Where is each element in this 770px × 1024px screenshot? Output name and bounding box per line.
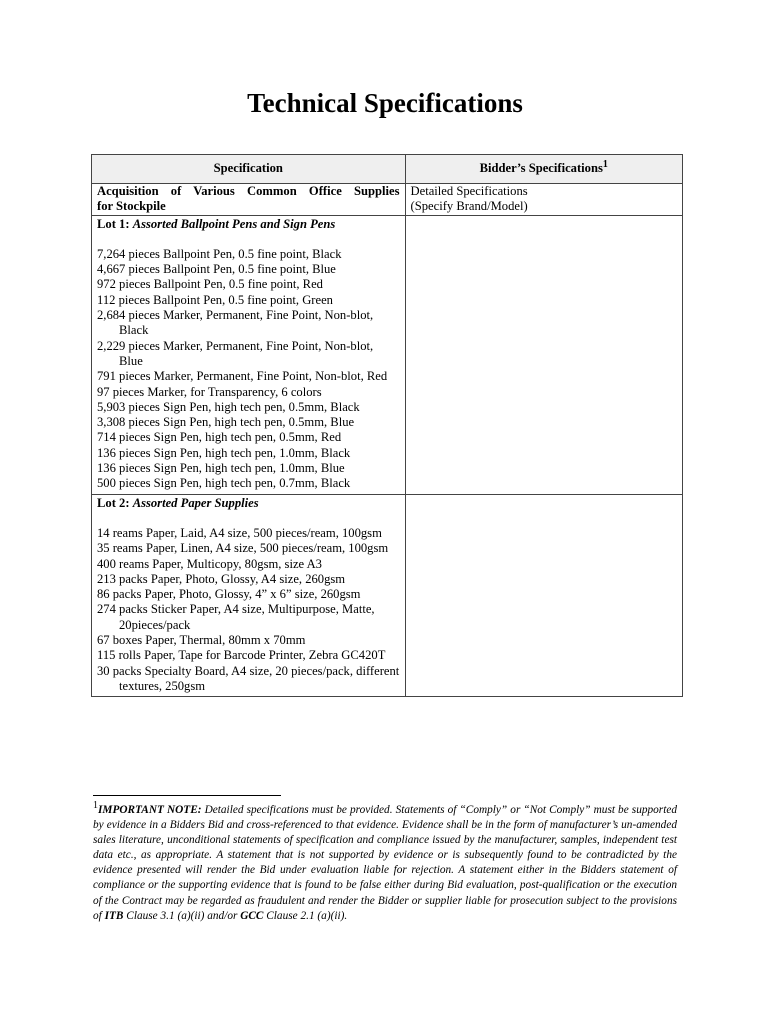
lot-2-label: Lot 2: bbox=[97, 495, 130, 510]
footnote bbox=[93, 800, 677, 924]
detailed-line-1: Detailed Specifications bbox=[410, 184, 528, 198]
list-item: 3,308 pieces Sign Pen, high tech pen, 0.5mm, Blue bbox=[97, 415, 355, 430]
lot-1-cell bbox=[92, 215, 406, 494]
lot-2-bidder-cell bbox=[405, 494, 682, 697]
list-item: 400 reams Paper, Multicopy, 80gsm, size A3 bbox=[97, 556, 322, 571]
footnote-body: Detailed specifications must be provided. Statements of “Comply” or “Not Comply” must be supported by evidence in a Bidders Bid and cross-referenced to that evidence. Evidence shall be in the form of manufacturer’s un-amended sales literature, unconditional statements of specification and compliance issued by the manufacturer, samples, independent test data etc., as appropriate. A statement that is not supported by evidence or is subsequently found to be contradicted by the evidence presented will render the Bid under evaluation liable for rejection. A statement either in the Bidders statement of compliance or the supporting evidence that is found to be false either during Bid evaluation, post-qualification or the execution of the Contract may be regarded as fraudulent and render the Bidder or supplier liable for prosecution subject to the provisions of bbox=[93, 804, 677, 922]
list-item: 136 pieces Sign Pen, high tech pen, 1.0mm, Black bbox=[97, 445, 351, 460]
lot-1-title bbox=[97, 216, 400, 232]
footnote-mid: Clause 3.1 (a)(ii) and/or bbox=[123, 909, 241, 922]
detailed-line-2: (Specify Brand/Model) bbox=[410, 199, 528, 214]
footnote-lead: IMPORTANT NOTE: bbox=[98, 804, 202, 816]
lot-1-label: Lot 1: bbox=[97, 216, 130, 231]
list-item: 67 boxes Paper, Thermal, 80mm x 70mm bbox=[97, 633, 306, 648]
list-item: 30 packs Specialty Board, A4 size, 20 pieces/pack, different textures, 250gsm bbox=[97, 663, 400, 693]
list-item: 86 packs Paper, Photo, Glossy, 4” x 6” size, 260gsm bbox=[97, 587, 361, 602]
footnote-gcc: GCC bbox=[240, 909, 264, 922]
header-specification: Specification bbox=[92, 155, 406, 184]
acquisition-cell bbox=[92, 184, 406, 216]
lot-2-items bbox=[97, 526, 400, 694]
list-item: 2,684 pieces Marker, Permanent, Fine Point, Non-blot, Black bbox=[97, 308, 374, 338]
table-header-row bbox=[92, 155, 683, 184]
page-title: Technical Specifications bbox=[247, 88, 523, 118]
lot-1-name: Assorted Ballpoint Pens and Sign Pens bbox=[132, 216, 336, 231]
lot-1-bidder-cell bbox=[405, 215, 682, 494]
footnote-end: Clause 2.1 (a)(ii). bbox=[263, 909, 348, 922]
lot-1-row bbox=[92, 215, 683, 494]
list-item: 35 reams Paper, Linen, A4 size, 500 pieces/ream, 100gsm bbox=[97, 541, 389, 556]
list-item: 2,229 pieces Marker, Permanent, Fine Point, Non-blot, Blue bbox=[97, 338, 374, 368]
lot-2-title bbox=[97, 495, 400, 511]
list-item: 213 packs Paper, Photo, Glossy, A4 size, 260gsm bbox=[97, 571, 346, 586]
list-item: 274 packs Sticker Paper, A4 size, Multipurpose, Matte, 20pieces/pack bbox=[97, 602, 375, 632]
acquisition-row bbox=[92, 184, 683, 216]
acquisition-line-1: Acquisition of Various Common Office Supplies bbox=[97, 184, 400, 198]
list-item: 714 pieces Sign Pen, high tech pen, 0.5mm, Red bbox=[97, 430, 342, 445]
lot-2-cell bbox=[92, 494, 406, 697]
header-bidder-label: Bidder’s Specifications bbox=[479, 161, 603, 176]
footnote-itb: ITB bbox=[104, 909, 124, 922]
footnote-reference: 1 bbox=[602, 159, 608, 171]
list-item: 4,667 pieces Ballpoint Pen, 0.5 fine point, Blue bbox=[97, 262, 336, 277]
list-item: 5,903 pieces Sign Pen, high tech pen, 0.5mm, Black bbox=[97, 399, 360, 414]
list-item: 500 pieces Sign Pen, high tech pen, 0.7mm, Black bbox=[97, 476, 351, 491]
list-item: 136 pieces Sign Pen, high tech pen, 1.0mm, Blue bbox=[97, 461, 345, 476]
detailed-specifications-cell bbox=[405, 184, 682, 216]
specifications-table bbox=[91, 154, 683, 697]
list-item: 112 pieces Ballpoint Pen, 0.5 fine point, Green bbox=[97, 292, 333, 307]
footnote-number: 1 bbox=[93, 800, 98, 812]
header-bidder-specifications bbox=[405, 155, 682, 184]
list-item: 115 rolls Paper, Tape for Barcode Printer, Zebra GC420T bbox=[97, 648, 386, 663]
lot-2-row bbox=[92, 494, 683, 697]
list-item: 97 pieces Marker, for Transparency, 6 colors bbox=[97, 384, 322, 399]
list-item: 14 reams Paper, Laid, A4 size, 500 pieces/ream, 100gsm bbox=[97, 525, 382, 540]
list-item: 972 pieces Ballpoint Pen, 0.5 fine point, Red bbox=[97, 277, 323, 292]
lot-2-name: Assorted Paper Supplies bbox=[132, 495, 259, 510]
list-item: 7,264 pieces Ballpoint Pen, 0.5 fine point, Black bbox=[97, 246, 342, 261]
lot-1-items bbox=[97, 247, 400, 492]
list-item: 791 pieces Marker, Permanent, Fine Point, Non-blot, Red bbox=[97, 369, 388, 384]
acquisition-line-2: for Stockpile bbox=[97, 199, 166, 214]
footnote-divider bbox=[93, 795, 281, 796]
